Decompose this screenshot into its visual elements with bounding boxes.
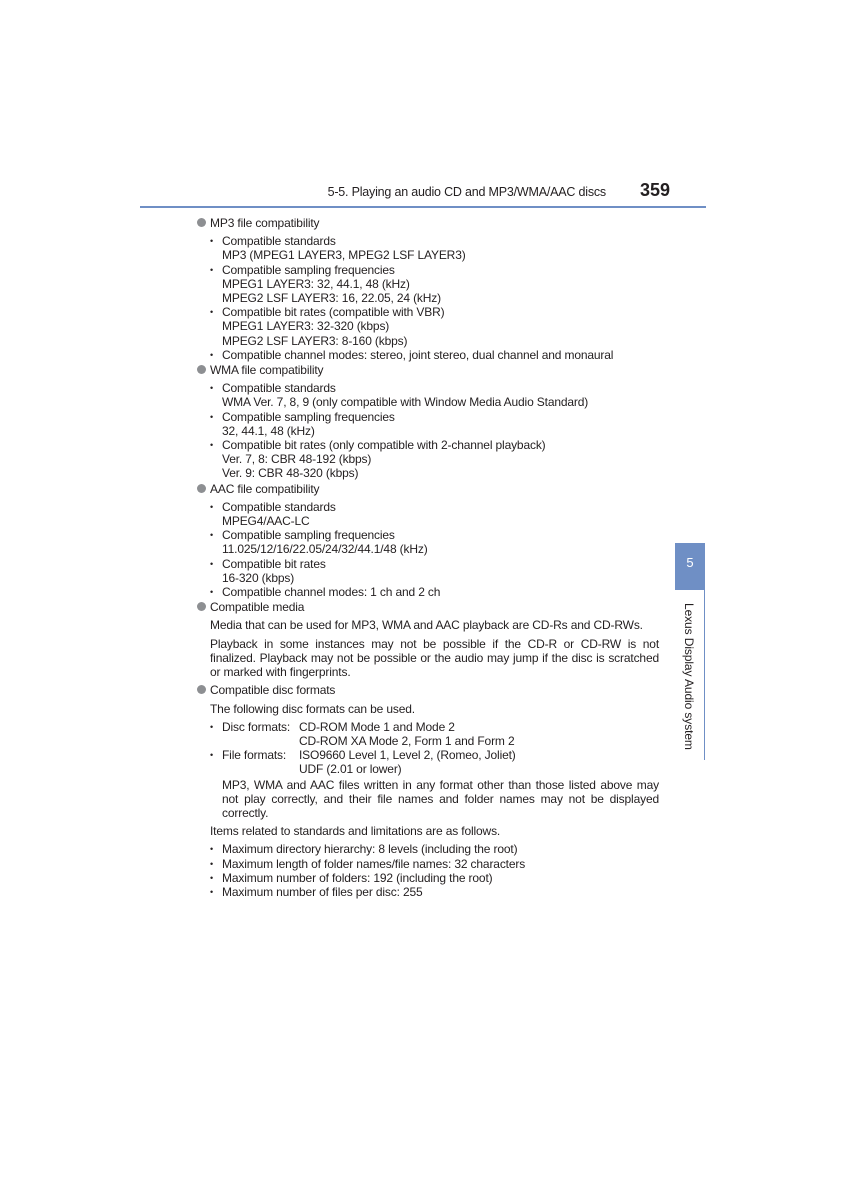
format-label: • Disc formats: — [222, 719, 291, 734]
section-media — [197, 600, 659, 679]
format-note: MP3, WMA and AAC files written in any format other than those listed above may not play correctly, and their file names and folder names may not be displayed correctly. — [222, 777, 659, 820]
item-detail: 11.025/12/16/22.05/24/32/44.1/48 (kHz) — [222, 542, 428, 557]
list-item — [210, 585, 659, 599]
section-bullet-icon — [197, 685, 206, 694]
list-item — [210, 557, 659, 585]
list-item: • Maximum number of folders: 192 (including the root) — [210, 871, 659, 885]
format-label: • File formats: — [222, 748, 287, 763]
item-detail: MPEG2 LSF LAYER3: 16, 22.05, 24 (kHz) — [222, 291, 441, 306]
list-item — [210, 263, 659, 306]
list-item: • Maximum number of files per disc: 255 — [210, 885, 659, 899]
item-label: Compatible channel modes: 1 ch and 2 ch — [222, 585, 441, 600]
list-item — [210, 410, 659, 438]
item-list — [210, 720, 659, 820]
item-detail: WMA Ver. 7, 8, 9 (only compatible with Window Media Audio Standard) — [222, 395, 589, 410]
list-item — [210, 528, 659, 556]
format-value: ISO9660 Level 1, Level 2, (Romeo, Joliet) — [299, 748, 516, 763]
format-value: CD-ROM XA Mode 2, Form 1 and Form 2 — [299, 733, 515, 748]
list-item — [210, 720, 659, 748]
list-item — [210, 348, 659, 362]
item-label: Compatible bit rates (only compatible with 2-channel playback) — [222, 438, 546, 453]
section-bullet-icon — [197, 218, 206, 227]
header-section-title: 5-5. Playing an audio CD and MP3/WMA/AAC discs — [327, 185, 606, 199]
side-tab — [675, 543, 705, 590]
section-aac — [197, 482, 659, 600]
paragraph: Media that can be used for MP3, WMA and AAC playback are CD-Rs and CD-RWs. — [210, 618, 643, 633]
section-title: AAC file compatibility — [210, 481, 320, 496]
list-item — [210, 748, 659, 820]
list-item: • Maximum length of folder names/file names: 32 characters — [210, 857, 659, 871]
format-value: CD-ROM Mode 1 and Mode 2 — [299, 719, 455, 734]
side-tab-rule — [704, 590, 705, 760]
list-item — [210, 234, 659, 262]
item-label: Compatible sampling frequencies — [222, 528, 395, 543]
paragraph: Playback in some instances may not be possible if the CD-R or CD-RW is not finalized. Playback may not be possible or the audio may jump if the disc is scratched or marked with fingerprints. — [210, 636, 659, 680]
item-list — [210, 381, 659, 480]
item-detail: 16-320 (kbps) — [222, 570, 295, 585]
list-item — [210, 381, 659, 409]
list-item — [210, 305, 659, 348]
side-tab-label: Lexus Display Audio system — [682, 603, 696, 750]
item-detail: 32, 44.1, 48 (kHz) — [222, 423, 315, 438]
item-label: Compatible standards — [222, 234, 336, 249]
item-label: Compatible channel modes: stereo, joint stereo, dual channel and monaural — [222, 347, 614, 362]
limits-list — [210, 842, 659, 899]
section-title: Compatible media — [210, 600, 305, 615]
paragraph: Items related to standards and limitations are as follows. — [210, 824, 501, 839]
list-item — [210, 500, 659, 528]
item-detail: MP3 (MPEG1 LAYER3, MPEG2 LSF LAYER3) — [222, 248, 466, 263]
format-value: UDF (2.01 or lower) — [299, 762, 402, 777]
item-label: Compatible standards — [222, 499, 336, 514]
item-label: Compatible bit rates — [222, 556, 326, 571]
item-list — [210, 234, 659, 362]
list-item: • Maximum directory hierarchy: 8 levels (including the root) — [210, 842, 659, 856]
item-label: Compatible sampling frequencies — [222, 409, 395, 424]
item-list — [210, 500, 659, 599]
paragraph: The following disc formats can be used. — [210, 701, 415, 716]
item-detail: Ver. 7, 8: CBR 48-192 (kbps) — [222, 452, 372, 467]
page-content — [197, 215, 659, 899]
item-label: Compatible sampling frequencies — [222, 262, 395, 277]
header-rule — [140, 206, 706, 208]
section-title: MP3 file compatibility — [210, 216, 320, 230]
item-detail: MPEG1 LAYER3: 32, 44.1, 48 (kHz) — [222, 276, 410, 291]
side-tab-number: 5 — [686, 555, 694, 570]
section-bullet-icon — [197, 602, 206, 611]
item-detail: Ver. 9: CBR 48-320 (kbps) — [222, 466, 359, 481]
list-item — [210, 438, 659, 481]
section-wma — [197, 363, 659, 481]
item-detail: MPEG4/AAC-LC — [222, 514, 310, 529]
item-detail: MPEG1 LAYER3: 32-320 (kbps) — [222, 319, 390, 334]
section-bullet-icon — [197, 365, 206, 374]
item-label: Compatible standards — [222, 381, 336, 396]
section-mp3 — [197, 216, 659, 362]
section-title: Compatible disc formats — [210, 683, 336, 698]
item-detail: MPEG2 LSF LAYER3: 8-160 (kbps) — [222, 333, 408, 348]
section-bullet-icon — [197, 484, 206, 493]
section-disc-formats — [197, 683, 659, 899]
page-number: 359 — [640, 180, 671, 200]
item-label: Compatible bit rates (compatible with VBR) — [222, 305, 445, 320]
section-title: WMA file compatibility — [210, 363, 324, 378]
